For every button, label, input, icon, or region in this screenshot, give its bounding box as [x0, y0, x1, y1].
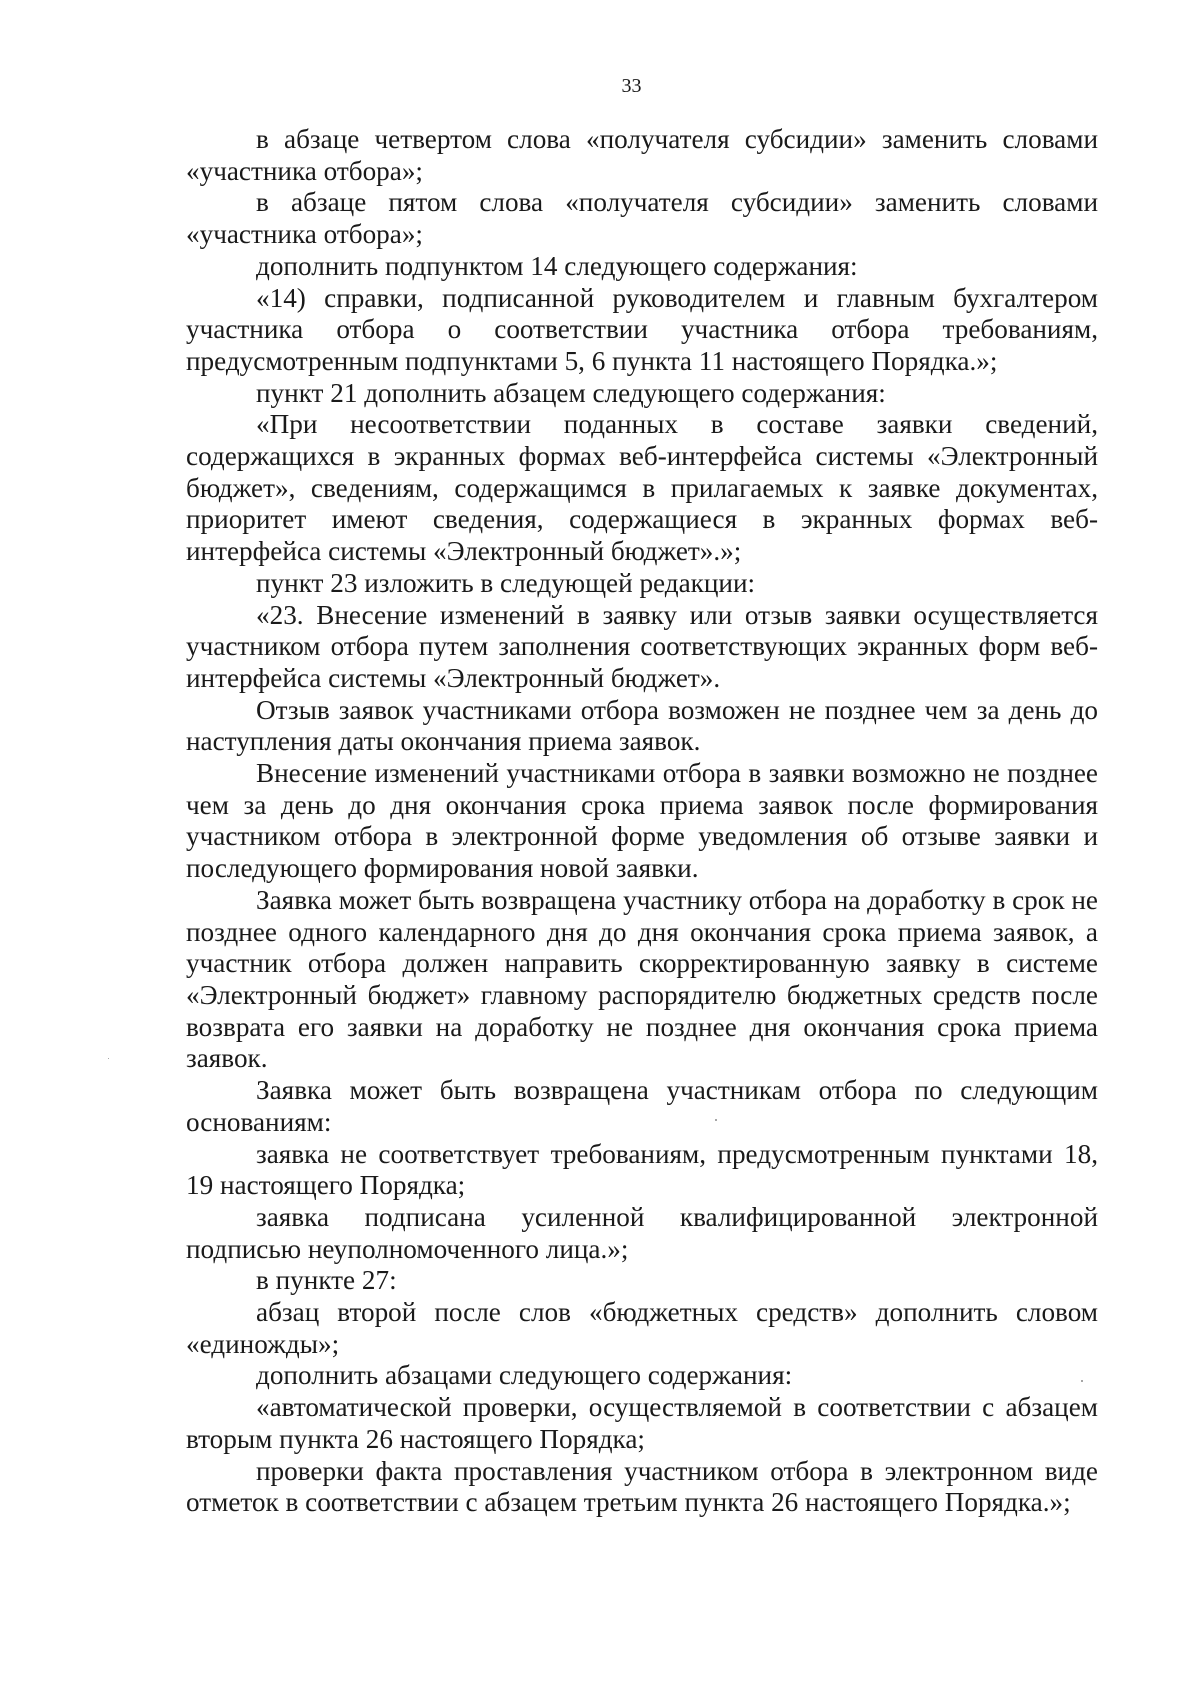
paragraph: «14) справки, подписанной руководителем и главным бухгалтером участника отбора о соответствии участника отбора требованиям, предусмотренным подпунктами 5, 6 пункта 11 настоящего Порядка.»;	[186, 282, 1098, 376]
paragraph: дополнить абзацами следующего содержания:	[256, 1360, 793, 1391]
paragraph: «При несоответствии поданных в составе заявки сведений, содержащихся в экранных формах веб-интерфейса системы «Электронный бюджет», сведениям, содержащимся в прилагаемых к заявке документах, приоритет имеют сведения, содержащиеся в экранных формах веб-интерфейса системы «Электронный бюджет».»;	[186, 409, 1098, 567]
document-body	[186, 124, 1098, 1519]
paragraph: в пункте 27:	[256, 1265, 397, 1296]
paragraph: заявка подписана усиленной квалифицированной электронной подписью неуполномоченного лица.»;	[186, 1201, 1098, 1264]
paragraph: заявка не соответствует требованиям, предусмотренным пунктами 18, 19 настоящего Порядка;	[186, 1138, 1098, 1201]
paragraph: Заявка может быть возвращена участникам отбора по следующим основаниям:	[186, 1075, 1098, 1137]
paragraph: Отзыв заявок участниками отбора возможен не позднее чем за день до наступления даты окончания приема заявок.	[186, 694, 1098, 757]
paragraph: Внесение изменений участниками отбора в заявки возможно не позднее чем за день до дня окончания срока приема заявок после формирования участником отбора в электронной форме уведомления об отзыве заявки и последующего формирования новой заявки.	[186, 758, 1098, 884]
paragraph: «23. Внесение изменений в заявку или отзыв заявки осуществляется участником отбора путем заполнения соответствующих экранных форм веб-интерфейса системы «Электронный бюджет».	[186, 599, 1098, 693]
scan-speck	[715, 1119, 717, 1121]
page-number: 33	[621, 75, 642, 97]
paragraph: в абзаце пятом слова «получателя субсидии» заменить словами «участника отбора»;	[186, 187, 1098, 250]
paragraph: дополнить подпунктом 14 следующего содержания:	[256, 250, 858, 281]
paragraph: пункт 23 изложить в следующей редакции:	[256, 567, 756, 598]
scan-speck	[108, 1058, 109, 1059]
paragraph: в абзаце четвертом слова «получателя субсидии» заменить словами «участника отбора»;	[186, 124, 1098, 186]
paragraph: Заявка может быть возвращена участнику отбора на доработку в срок не позднее одного календарного дня до дня окончания срока приема заявок, а участник отбора должен направить скорректированную заявку в системе «Электронный бюджет» главному распорядителю бюджетных средств после возврата его заявки на доработку не позднее дня окончания срока приема заявок.	[186, 884, 1098, 1074]
paragraph: абзац второй после слов «бюджетных средств» дополнить словом «единожды»;	[186, 1297, 1098, 1359]
scan-speck	[1081, 1380, 1083, 1382]
paragraph: пункт 21 дополнить абзацем следующего содержания:	[256, 377, 886, 408]
paragraph: проверки факта проставления участником отбора в электронном виде отметок в соответствии с абзацем третьим пункта 26 настоящего Порядка.»;	[186, 1455, 1098, 1518]
paragraph: «автоматической проверки, осуществляемой в соответствии с абзацем вторым пункта 26 настоящего Порядка;	[186, 1392, 1098, 1454]
